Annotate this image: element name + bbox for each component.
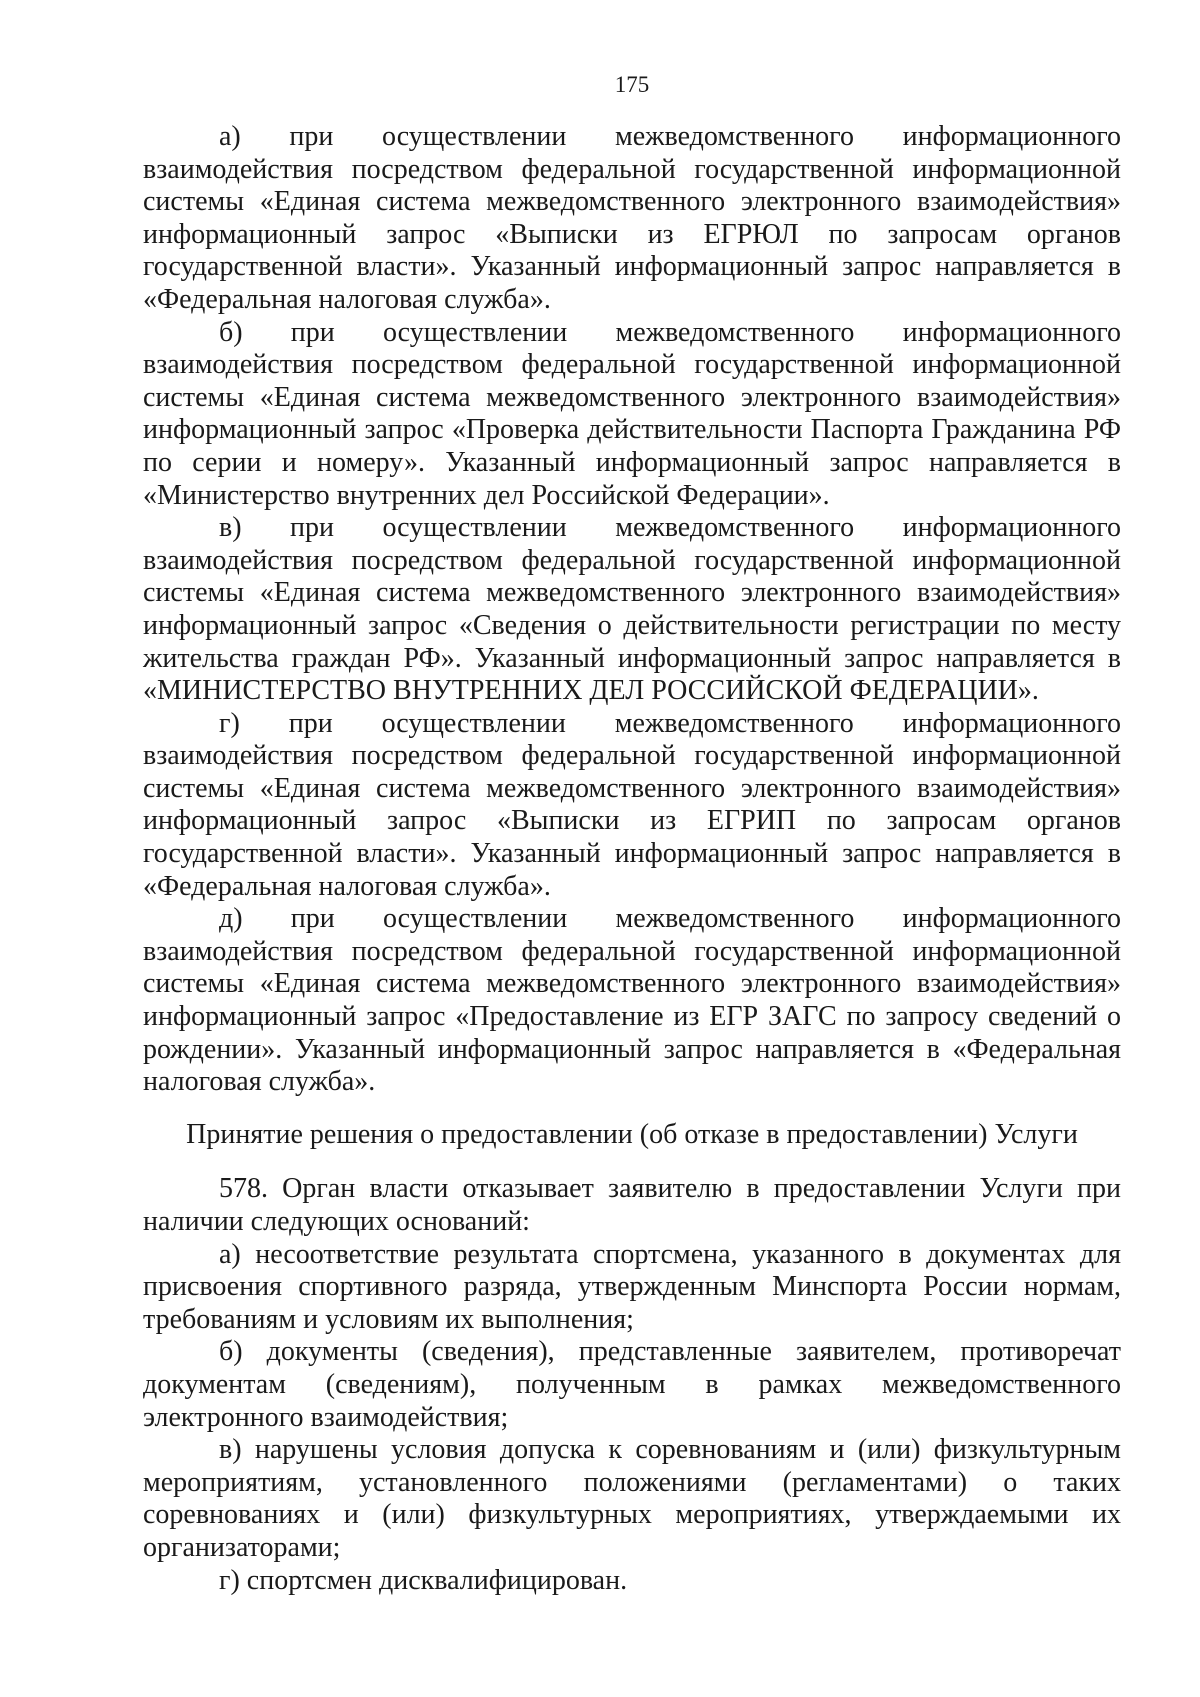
reason-g: г) спортсмен дисквалифицирован. (219, 1564, 628, 1596)
paragraph-b-passport: б) при осуществлении межведомственного информационного взаимодействия посредством федеральной государственной информационной системы «Единая система межведомственного электронного взаимодействия» информационный запрос «Проверка действительности Паспорта Гражданина РФ по серии и номеру». Указанный информационный запрос направляется в «Министерство внутренних дел Российской Федерации». (143, 316, 1121, 511)
paragraph-578: 578. Орган власти отказывает заявителю в предоставлении Услуги при наличии следующих оснований: (143, 1173, 1121, 1237)
paragraph-a-egrul: а) при осуществлении межведомственного информационного взаимодействия посредством федеральной государственной информационной системы «Единая система межведомственного электронного взаимодействия» информационный запрос «Выписки из ЕГРЮЛ по запросам органов государственной власти». Указанный информационный запрос направляется в «Федеральная налоговая служба». (143, 121, 1121, 315)
paragraph-g-egrip: г) при осуществлении межведомственного информационного взаимодействия посредством федеральной государственной информационной системы «Единая система межведомственного электронного взаимодействия» информационный запрос «Выписки из ЕГРИП по запросам органов государственной власти». Указанный информационный запрос направляется в «Федеральная налоговая служба». (143, 707, 1121, 902)
reason-v: в) нарушены условия допуска к соревнованиям и (или) физкультурным мероприятиям, установленного положениями (регламентами) о таких соревнованиях и (или) физкультурных мероприятиях, утверждаемыми их организаторами; (143, 1434, 1121, 1563)
paragraph-v-registration: в) при осуществлении межведомственного информационного взаимодействия посредством федеральной государственной информационной системы «Единая система межведомственного электронного взаимодействия» информационный запрос «Сведения о действительности регистрации по месту жительства граждан РФ». Указанный информационный запрос направляется в «МИНИСТЕРСТВО ВНУТРЕННИХ ДЕЛ РОССИЙСКОЙ ФЕДЕРАЦИИ». (143, 512, 1121, 707)
section-heading: Принятие решения о предоставлении (об отказе в предоставлении) Услуги (186, 1118, 1078, 1150)
reason-b: б) документы (сведения), представленные заявителем, противоречат документам (сведениям), полученным в рамках межведомственного электронного взаимодействия; (143, 1336, 1121, 1433)
paragraph-d-zags: д) при осуществлении межведомственного информационного взаимодействия посредством федеральной государственной информационной системы «Единая система межведомственного электронного взаимодействия» информационный запрос «Предоставление из ЕГР ЗАГС по запросу сведений о рождении». Указанный информационный запрос направляется в «Федеральная налоговая служба». (143, 903, 1121, 1098)
reason-a: а) несоответствие результата спортсмена, указанного в документах для присвоения спортивного разряда, утвержденным Минспорта России нормам, требованиям и условиям их выполнения; (143, 1238, 1121, 1335)
document-body (143, 121, 1121, 1597)
page-number: 175 (614, 72, 650, 97)
